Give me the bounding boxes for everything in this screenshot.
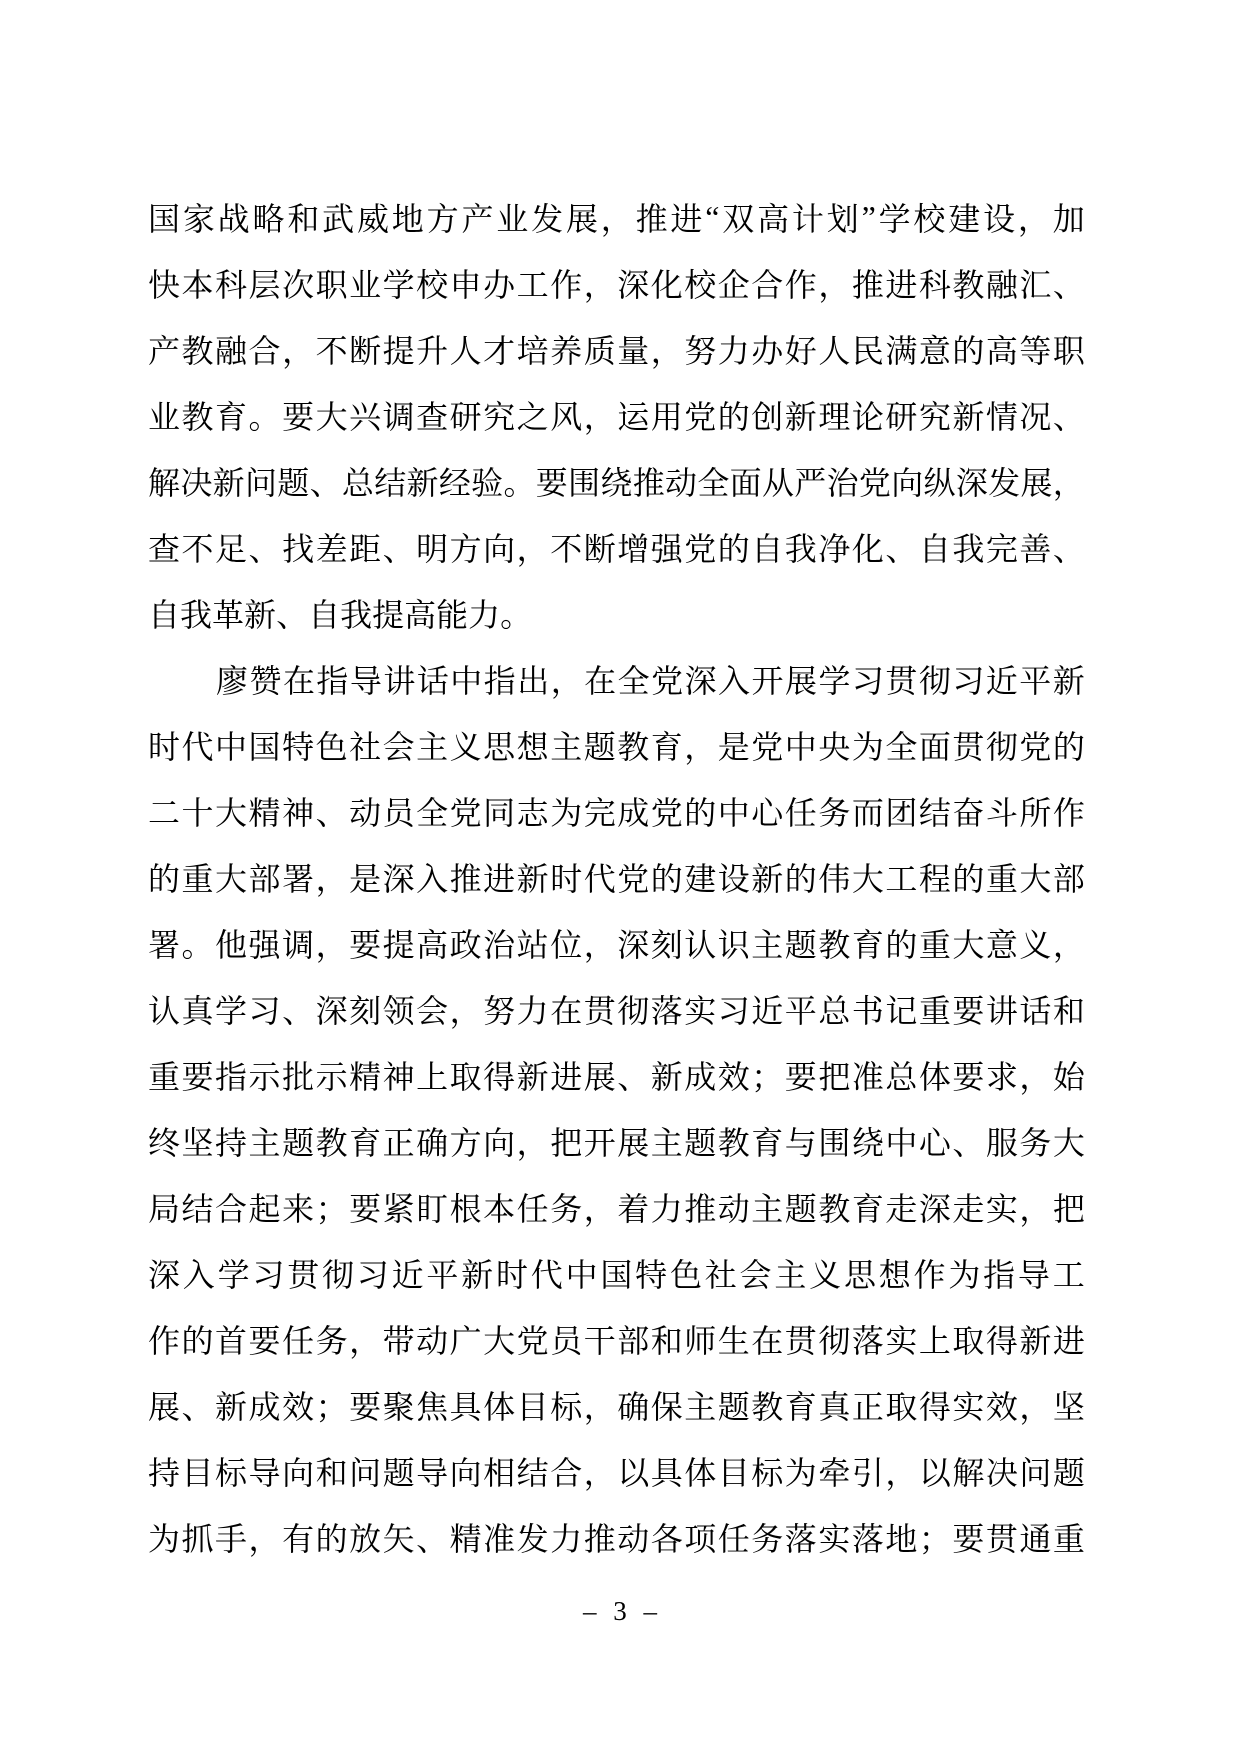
text-line: 的 重 大 部 署 ， 是 深 入 推 进 新 时 代 党 的 建 设 新 的 伟 大 工 程 的 重 大 部 bbox=[148, 861, 1085, 897]
text-line: 廖 赞 在 指 导 讲 话 中 指 出 ， 在 全 党 深 入 开 展 学 习 贯 彻 习 近 平 新 bbox=[216, 663, 1085, 699]
text-line: 认 真 学 习 、 深 刻 领 会 ， 努 力 在 贯 彻 落 实 习 近 平 总 书 记 重 要 讲 话 和 bbox=[148, 993, 1085, 1029]
text-line: 作 的 首 要 任 务 ， 带 动 广 大 党 员 干 部 和 师 生 在 贯 彻 落 实 上 取 得 新 进 bbox=[148, 1323, 1085, 1359]
text-line: 展 、 新 成 效 ； 要 聚 焦 具 体 目 标 ， 确 保 主 题 教 育 真 正 取 得 实 效 ， 坚 bbox=[148, 1389, 1085, 1425]
text-line: 快 本 科 层 次 职 业 学 校 申 办 工 作 ， 深 化 校 企 合 作 ， 推 进 科 教 融 汇 、 bbox=[148, 267, 1085, 303]
text-line: 二 十 大 精 神 、 动 员 全 党 同 志 为 完 成 党 的 中 心 任 务 而 团 结 奋 斗 所 作 bbox=[148, 795, 1085, 831]
text-line: 自 我 革 新 、 自 我 提 高 能 力 。 bbox=[148, 597, 533, 633]
text-line: 解 决 新 问 题 、 总 结 新 经 验 。 要 围 绕 推 动 全 面 从 严 治 党 向 纵 深 发 展 ， bbox=[148, 465, 1085, 501]
text-line: 终 坚 持 主 题 教 育 正 确 方 向 ， 把 开 展 主 题 教 育 与 围 绕 中 心 、 服 务 大 bbox=[148, 1125, 1085, 1161]
page-number: – 3 – bbox=[583, 1596, 657, 1626]
text-line: 业 教 育 。 要 大 兴 调 查 研 究 之 风 ， 运 用 党 的 创 新 理 论 研 究 新 情 况 、 bbox=[148, 399, 1085, 435]
body-text bbox=[148, 184, 1085, 1570]
text-line: 查 不 足 、 找 差 距 、 明 方 向 ， 不 断 增 强 党 的 自 我 净 化 、 自 我 完 善 、 bbox=[148, 531, 1085, 567]
text-line: 为 抓 手 ， 有 的 放 矢 、 精 准 发 力 推 动 各 项 任 务 落 实 落 地 ； 要 贯 通 重 bbox=[148, 1521, 1085, 1557]
text-line: 深 入 学 习 贯 彻 习 近 平 新 时 代 中 国 特 色 社 会 主 义 思 想 作 为 指 导 工 bbox=[148, 1257, 1085, 1293]
text-line: 局 结 合 起 来 ； 要 紧 盯 根 本 任 务 ， 着 力 推 动 主 题 教 育 走 深 走 实 ， 把 bbox=[148, 1191, 1085, 1227]
text-line: 国 家 战 略 和 武 威 地 方 产 业 发 展 ， 推 进 “ 双 高 计 划 ” 学 校 建 设 ， 加 bbox=[148, 198, 1085, 237]
text-line: 署 。 他 强 调 ， 要 提 高 政 治 站 位 ， 深 刻 认 识 主 题 教 育 的 重 大 意 义 ， bbox=[148, 927, 1085, 963]
text-line: 持 目 标 导 向 和 问 题 导 向 相 结 合 ， 以 具 体 目 标 为 牵 引 ， 以 解 决 问 题 bbox=[148, 1455, 1085, 1491]
text-line: 时 代 中 国 特 色 社 会 主 义 思 想 主 题 教 育 ， 是 党 中 央 为 全 面 贯 彻 党 的 bbox=[148, 729, 1085, 765]
text-line: 产 教 融 合 ， 不 断 提 升 人 才 培 养 质 量 ， 努 力 办 好 人 民 满 意 的 高 等 职 bbox=[148, 333, 1085, 369]
text-line: 重 要 指 示 批 示 精 神 上 取 得 新 进 展 、 新 成 效 ； 要 把 准 总 体 要 求 ， 始 bbox=[148, 1059, 1085, 1095]
